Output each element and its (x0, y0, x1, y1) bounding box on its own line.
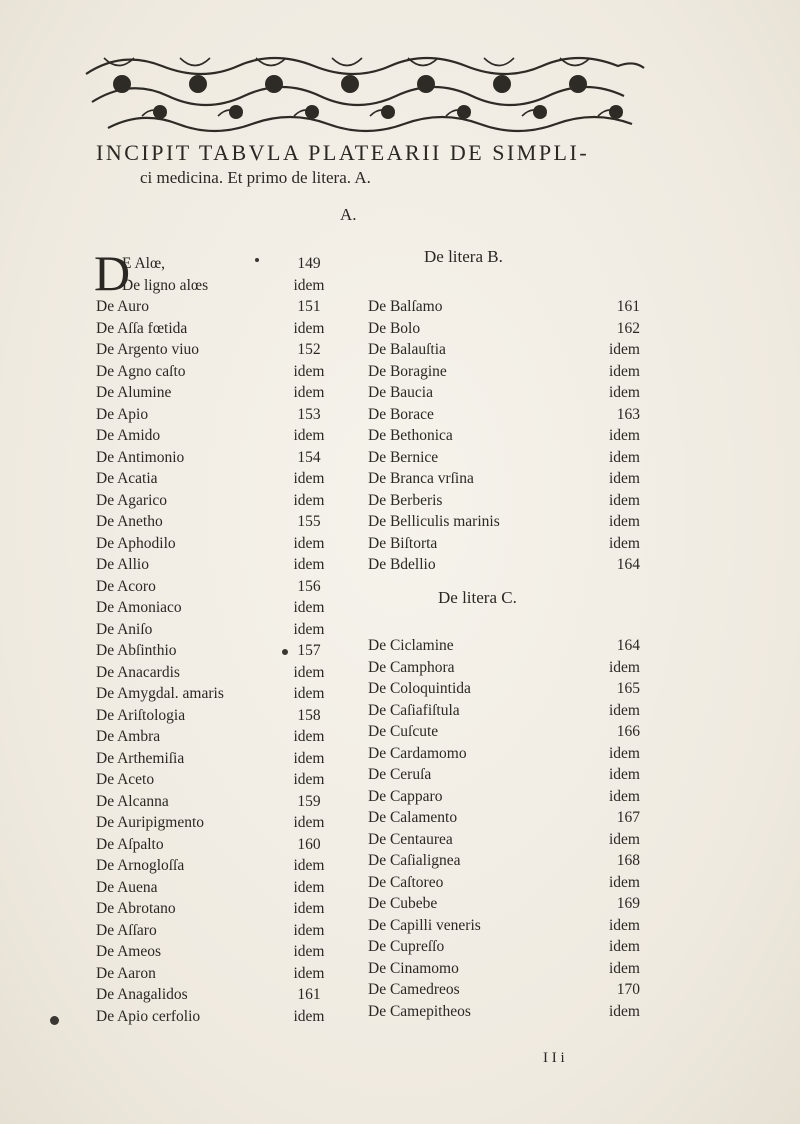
entry-page: 162 (616, 319, 640, 337)
entry-page: idem (293, 857, 325, 874)
entry-name: De Coloquintida (368, 680, 471, 697)
signature-mark: I I i (543, 1050, 565, 1066)
section-letter-a: A. (340, 205, 357, 224)
entry-name: De Cuſcute (368, 723, 439, 740)
entry-name: De Arnogloſſa (96, 857, 185, 874)
entry-page: 151 (297, 298, 321, 315)
entry-name: De Apio cerfolio (96, 1007, 201, 1025)
entry-page: idem (609, 787, 640, 805)
entry-name: De Anetho (96, 513, 163, 530)
entry-page: 164 (616, 556, 640, 573)
entry-page: idem (293, 620, 325, 638)
entry-name: De Amygdal. amaris (96, 685, 224, 702)
entry-name: De Baucia (368, 384, 433, 401)
entry-name: De Anacardis (96, 663, 180, 681)
entry-name: De Bethonica (368, 427, 453, 444)
entry-page: idem (609, 658, 640, 676)
entry-page: idem (609, 830, 640, 848)
section-a-pages (280, 253, 338, 1027)
entry-page: idem (609, 341, 640, 358)
entry-name: De Aſſaro (96, 921, 157, 939)
entry-name: De Aſpalto (96, 835, 164, 853)
entry-page: 165 (616, 680, 640, 697)
entry-name: De Auro (96, 298, 149, 315)
entry-page: idem (609, 701, 640, 719)
entry-name: De Alcanna (96, 792, 169, 810)
entry-page: idem (293, 534, 325, 552)
entry-name: De Cubebe (368, 895, 438, 912)
entry-name: De Arthemiſia (96, 749, 185, 767)
entry-page: idem (293, 427, 325, 444)
entry-name: De Ambra (96, 728, 161, 745)
entry-page: 161 (616, 298, 640, 315)
entry-name: De Branca vrſina (368, 470, 474, 487)
entry-name: De Bernice (368, 448, 439, 466)
entry-page: idem (609, 362, 640, 380)
entry-page: 157 (297, 642, 321, 659)
drop-cap: D (94, 245, 131, 301)
entry-name: De Ciclamine (368, 637, 454, 654)
entry-name: De Aniſo (96, 620, 153, 638)
entry-page: idem (609, 873, 640, 891)
entry-name: De Cardamomo (368, 744, 467, 762)
entry-page: idem (293, 384, 325, 401)
entry-name: De Aaron (96, 964, 156, 982)
entry-name: De Camedreos (368, 981, 460, 998)
entry-page: idem (609, 916, 640, 934)
entry-name: De Anagalidos (96, 986, 188, 1003)
section-b-pages (570, 296, 640, 576)
entry-name: De Alumine (96, 384, 172, 401)
entry-name: De Caſialignea (368, 852, 461, 869)
entry-name: De Aſſa fœtida (96, 319, 188, 337)
entry-page: idem (609, 470, 640, 487)
entry-name: De Belliculis marinis (368, 513, 500, 530)
entry-page: idem (609, 513, 640, 530)
entry-page: 166 (616, 723, 640, 740)
entry-page: idem (609, 534, 640, 552)
entry-page: idem (609, 744, 640, 762)
entry-page: 160 (297, 835, 321, 853)
entry-name: De Berberis (368, 491, 443, 509)
entry-name: De Agno caſto (96, 362, 186, 380)
entry-page: idem (293, 771, 325, 788)
entry-name: De Auena (96, 878, 158, 896)
entry-page: idem (609, 384, 640, 401)
entry-page: 152 (297, 341, 321, 358)
entry-name: De Antimonio (96, 448, 185, 466)
entry-page: idem (293, 728, 325, 745)
entry-page: idem (609, 766, 640, 783)
entry-name: De Calamento (368, 809, 458, 826)
section-c-pages (570, 635, 640, 1022)
entry-page: idem (609, 448, 640, 466)
entry-name: De Ceruſa (368, 766, 432, 783)
entry-page: idem (293, 556, 325, 573)
entry-name: De Bolo (368, 319, 421, 337)
entry-name: De Allio (96, 556, 149, 573)
entry-page: idem (293, 491, 325, 509)
entry-page: idem (609, 427, 640, 444)
entry-page: idem (293, 943, 325, 960)
entry-page: 155 (297, 513, 321, 530)
ink-blot (255, 258, 259, 262)
entry-name: De Caſiafiſtula (368, 701, 460, 719)
entry-name: De Argento viuo (96, 341, 200, 358)
entry-page: 163 (616, 405, 640, 423)
entry-page: idem (293, 599, 325, 616)
entry-page: idem (293, 814, 325, 831)
section-b-names (368, 296, 500, 576)
ink-blot (282, 649, 288, 655)
entry-name: De Apio (96, 405, 149, 423)
entry-page: idem (293, 749, 325, 767)
entry-name: De Biſtorta (368, 534, 438, 552)
entry-page: 167 (616, 809, 640, 826)
entry-page: 159 (297, 792, 321, 810)
entry-name: De Abrotano (96, 900, 176, 917)
entry-name: De ligno alœs (122, 276, 209, 294)
entry-name: De Auripigmento (96, 814, 205, 831)
entry-name: De Centaurea (368, 830, 453, 848)
entry-page: 156 (297, 577, 321, 595)
entry-page: idem (293, 470, 325, 487)
entry-page: idem (609, 959, 640, 977)
entry-page: 161 (297, 986, 321, 1003)
entry-name: De Cinamomo (368, 959, 459, 977)
entry-page: 153 (297, 405, 321, 423)
entry-name: De Acatia (96, 470, 158, 487)
entry-page: idem (293, 663, 325, 681)
entry-page: idem (609, 938, 640, 955)
entry-name: De Caſtoreo (368, 873, 444, 891)
entry-page: 164 (616, 637, 640, 654)
entry-name: De Ariſtologia (96, 706, 186, 724)
title-line-1: INCIPIT TABVLA PLATEARII DE SIMPLI- (96, 140, 590, 165)
entry-name: De Capparo (368, 787, 443, 805)
entry-name: De Bdellio (368, 556, 436, 573)
entry-name: De Balſamo (368, 298, 443, 315)
title-line-2: ci medicina. Et primo de litera. A. (140, 168, 371, 187)
section-a-names (96, 253, 224, 1027)
entry-page: idem (293, 319, 325, 337)
entry-page: idem (293, 685, 325, 702)
entry-page: idem (293, 900, 325, 917)
entry-name: De Amido (96, 427, 161, 444)
entry-name: De Camepitheos (368, 1002, 471, 1020)
entry-name: E Alœ, (122, 255, 166, 272)
entry-page: idem (293, 276, 325, 294)
entry-name: De Cupreſſo (368, 938, 445, 955)
entry-page: idem (293, 362, 325, 380)
entry-name: De Agarico (96, 491, 168, 509)
entry-name: De Boragine (368, 362, 447, 380)
ink-blot (50, 1016, 59, 1025)
entry-name: De Aceto (96, 771, 155, 788)
entry-name: De Capilli veneris (368, 916, 481, 934)
entry-name: De Balauſtia (368, 341, 446, 358)
ornamental-headpiece (82, 44, 648, 134)
entry-page: idem (293, 921, 325, 939)
entry-page: 169 (616, 895, 640, 912)
entry-page: 170 (616, 981, 640, 998)
entry-page: idem (293, 878, 325, 896)
entry-name: De Acoro (96, 577, 156, 595)
entry-page: idem (609, 1002, 640, 1020)
entry-name: De Aphodilo (96, 534, 176, 552)
entry-name: De Abſinthio (96, 642, 177, 659)
entry-name: De Camphora (368, 658, 455, 676)
entry-page: 154 (297, 448, 321, 466)
entry-page: 168 (616, 852, 640, 869)
entry-page: idem (293, 964, 325, 982)
entry-name: De Borace (368, 405, 434, 423)
section-heading-c: De litera C. (438, 588, 517, 607)
section-c-names (368, 635, 481, 1022)
entry-name: De Amoniaco (96, 599, 182, 616)
entry-name: De Ameos (96, 943, 162, 960)
entry-page: idem (293, 1007, 325, 1025)
entry-page: 149 (297, 255, 321, 272)
entry-page: 158 (297, 706, 321, 724)
section-heading-b: De litera B. (424, 247, 503, 266)
entry-page: idem (609, 491, 640, 509)
